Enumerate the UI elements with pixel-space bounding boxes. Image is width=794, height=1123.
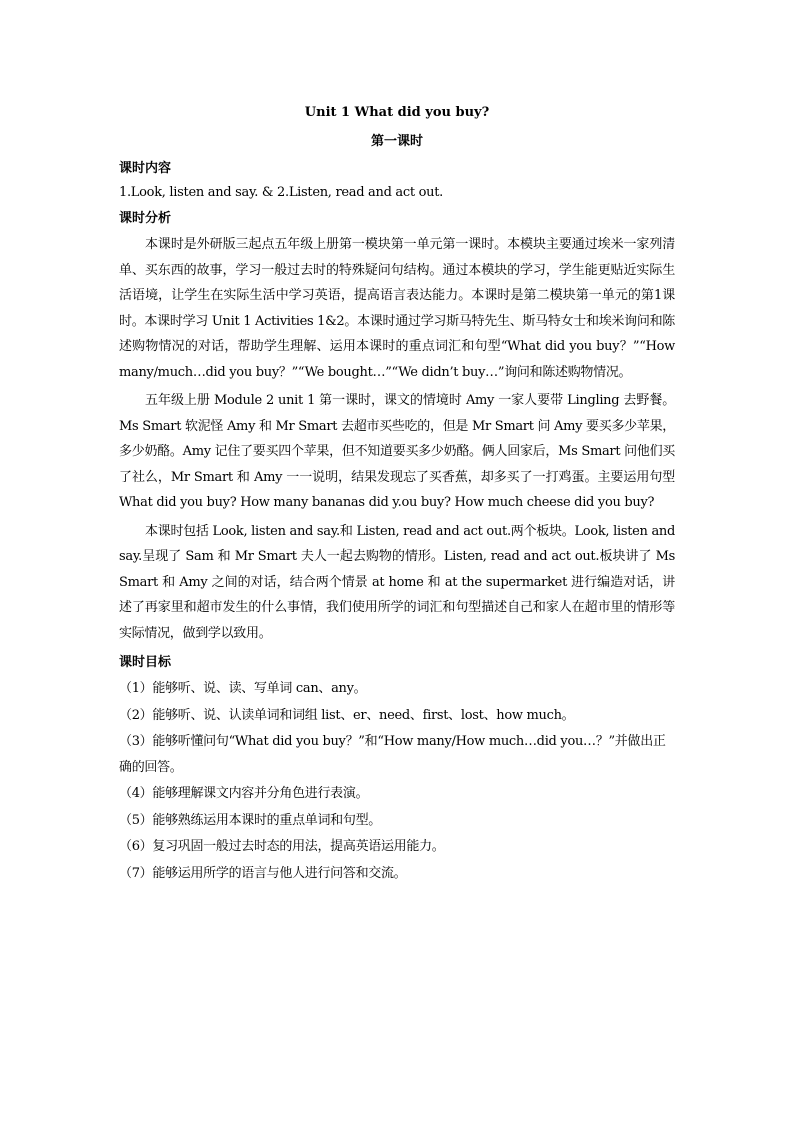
analysis-heading: 课时分析 xyxy=(119,211,172,226)
analysis-paragraph-1: 本课时是外研版三起点五年级上册第一模块第一单元第一课时。本模块主要通过埃米一家列清单、买东西的故事，学习一般过去时的特殊疑问句结构。通过本模块的学习，学生能更贴近实际生活语境，让学生在实际生活中学习英语，提高语言表达能力。本课时是第二模块第一单元的第1课时。本课时学习 Unit 1 Activities 1&2。本课时通过学习斯马特先生、斯马特女士和埃米询问和陈述购物情况的对话，帮助学生理解、运用本课时的重点词汇和句型“What did you buy？”“How many/much…did you buy？”“We bought…”“We didn’t buy…”询问和陈述购物情况。 xyxy=(119,237,675,380)
goal-item-6: （6）复习巩固一般过去时态的用法，提高英语运用能力。 xyxy=(119,839,445,854)
content-heading: 课时内容 xyxy=(119,161,172,176)
goal-item-7: （7）能够运用所学的语言与他人进行问答和交流。 xyxy=(119,865,407,881)
document-page xyxy=(119,104,675,887)
content-text: 1.Look, listen and say. & 2.Listen, read and act out. xyxy=(119,185,443,200)
lesson-subtitle: 第一课时 xyxy=(370,134,423,149)
goal-item-1: （1）能够听、说、读、写单词 can、any。 xyxy=(119,681,367,696)
goal-item-5: （5）能够熟练运用本课时的重点单词和句型。 xyxy=(119,812,381,828)
analysis-paragraph-2: 五年级上册 Module 2 unit 1 第一课时，课文的情境时 Amy 一家人要带 Lingling 去野餐。Ms Smart 软泥怪 Amy 和 Mr Smart 去超市买些吃的，但是 Mr Smart 问 Amy 要买多少苹果，多少奶酪。Amy 记住了要买四个苹果，但不知道要买多少奶酪。俩人回家后，Ms Smart 问他们买了社么，Mr Smart 和 Amy 一一说明，结果发现忘了买香蕉，却多买了一打鸡蛋。主要运用句型 What did you buy? How many bananas did y.ou buy? How much cheese did you buy? xyxy=(119,393,675,510)
document-title: Unit 1 What did you buy? xyxy=(304,105,490,120)
goal-item-3: （3）能够听懂问句“What did you buy？”和“How many/How much…did you…？”并做出正确的回答。 xyxy=(119,734,666,775)
goal-item-2: （2）能够听、说、认读单词和词组 list、er、need、first、lost、how much。 xyxy=(119,707,575,723)
goal-item-4: （4）能够理解课文内容并分角色进行表演。 xyxy=(119,786,369,801)
goals-heading: 课时目标 xyxy=(119,655,172,670)
analysis-paragraph-3: 本课时包括 Look, listen and say.和 Listen, read and act out.两个板块。Look, listen and say.呈现了 Sam 和 Mr Smart 夫人一起去购物的情形。Listen, read and act out.板块讲了 Ms Smart 和 Amy 之间的对话，结合两个情景 at home 和 at the supermarket 进行编造对话，讲述了再家里和超市发生的什么事情，我们使用所学的词汇和句型描述自己和家人在超市里的情形等实际情况，做到学以致用。 xyxy=(119,523,675,641)
